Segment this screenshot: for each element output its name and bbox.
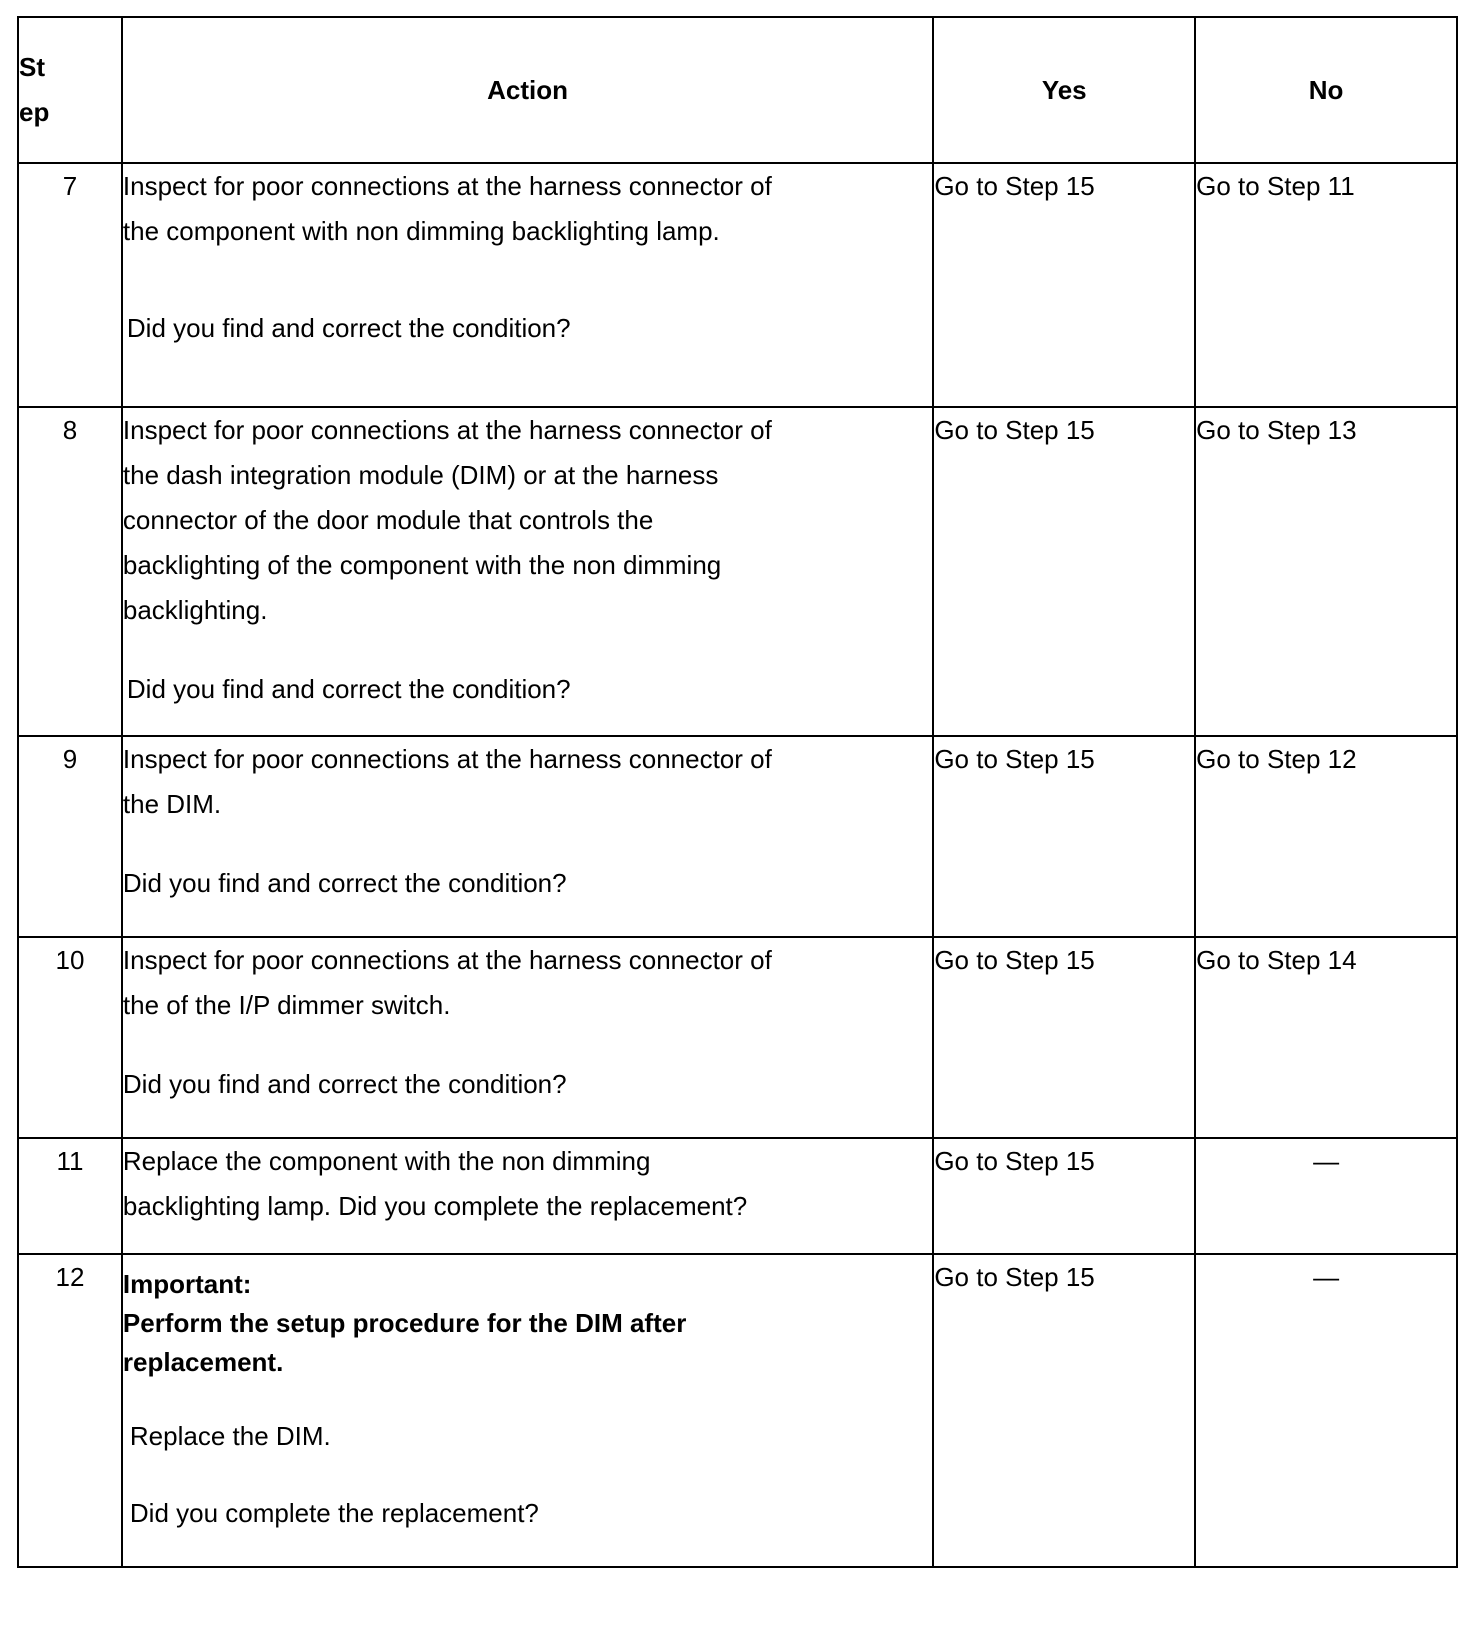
yes-cell: Go to Step 15 — [933, 1138, 1195, 1254]
yes-column-header: Yes — [933, 17, 1195, 163]
yes-cell: Go to Step 15 — [933, 1254, 1195, 1567]
step-header-line1: St — [19, 52, 45, 82]
important-text: replacement. — [122, 1347, 284, 1377]
action-question: Did you complete the replacement? — [129, 1498, 539, 1528]
action-text: Inspect for poor connections at the harness connector of — [122, 171, 772, 201]
action-column-header: Action — [122, 17, 933, 163]
step-header-line2: ep — [19, 97, 50, 127]
action-text: Replace the component with the non dimming — [122, 1146, 651, 1176]
action-cell — [122, 1254, 933, 1567]
table-row — [18, 163, 1457, 407]
action-question: Did you find and correct the condition? — [122, 868, 567, 898]
table-header-row — [18, 17, 1457, 163]
step-column-header — [18, 17, 122, 163]
step-number: 12 — [18, 1254, 122, 1567]
action-text: backlighting of the component with the non dimming — [122, 550, 722, 580]
action-text: the DIM. — [122, 789, 222, 819]
no-cell: Go to Step 13 — [1195, 407, 1457, 736]
step-number: 8 — [18, 407, 122, 736]
table-row — [18, 1254, 1457, 1567]
step-number: 11 — [18, 1138, 122, 1254]
yes-cell: Go to Step 15 — [933, 937, 1195, 1138]
step-number: 7 — [18, 163, 122, 407]
yes-cell: Go to Step 15 — [933, 407, 1195, 736]
table-row — [18, 736, 1457, 937]
action-question: Did you find and correct the condition? — [126, 674, 571, 704]
step-number: 10 — [18, 937, 122, 1138]
action-text: Inspect for poor connections at the harness connector of — [122, 415, 772, 445]
action-instruction: Replace the DIM. — [129, 1421, 331, 1451]
table-row — [18, 407, 1457, 736]
step-number: 9 — [18, 736, 122, 937]
no-column-header: No — [1195, 17, 1457, 163]
action-text: the dash integration module (DIM) or at the harness — [122, 460, 719, 490]
important-text: Perform the setup procedure for the DIM after — [122, 1308, 687, 1338]
no-cell: — — [1195, 1254, 1457, 1567]
no-cell: Go to Step 12 — [1195, 736, 1457, 937]
action-text: the component with non dimming backlighting lamp. — [122, 216, 720, 246]
table-row — [18, 937, 1457, 1138]
action-cell — [122, 937, 933, 1138]
diagnostic-steps-table — [17, 16, 1458, 1568]
action-cell — [122, 163, 933, 407]
yes-cell: Go to Step 15 — [933, 736, 1195, 937]
action-question: Did you find and correct the condition? — [122, 1069, 567, 1099]
action-question: Did you find and correct the condition? — [126, 313, 571, 343]
action-text: Inspect for poor connections at the harness connector of — [122, 744, 772, 774]
action-text: Inspect for poor connections at the harness connector of — [122, 945, 772, 975]
important-title: Important: — [122, 1269, 252, 1299]
action-text: backlighting. — [122, 595, 268, 625]
yes-cell: Go to Step 15 — [933, 163, 1195, 407]
action-cell — [122, 407, 933, 736]
no-cell: Go to Step 14 — [1195, 937, 1457, 1138]
action-text: the of the I/P dimmer switch. — [122, 990, 451, 1020]
no-cell: Go to Step 11 — [1195, 163, 1457, 407]
no-cell: — — [1195, 1138, 1457, 1254]
action-text: backlighting lamp. Did you complete the replacement? — [122, 1191, 748, 1221]
action-cell — [122, 1138, 933, 1254]
action-cell — [122, 736, 933, 937]
table-row — [18, 1138, 1457, 1254]
action-text: connector of the door module that controls the — [122, 505, 654, 535]
